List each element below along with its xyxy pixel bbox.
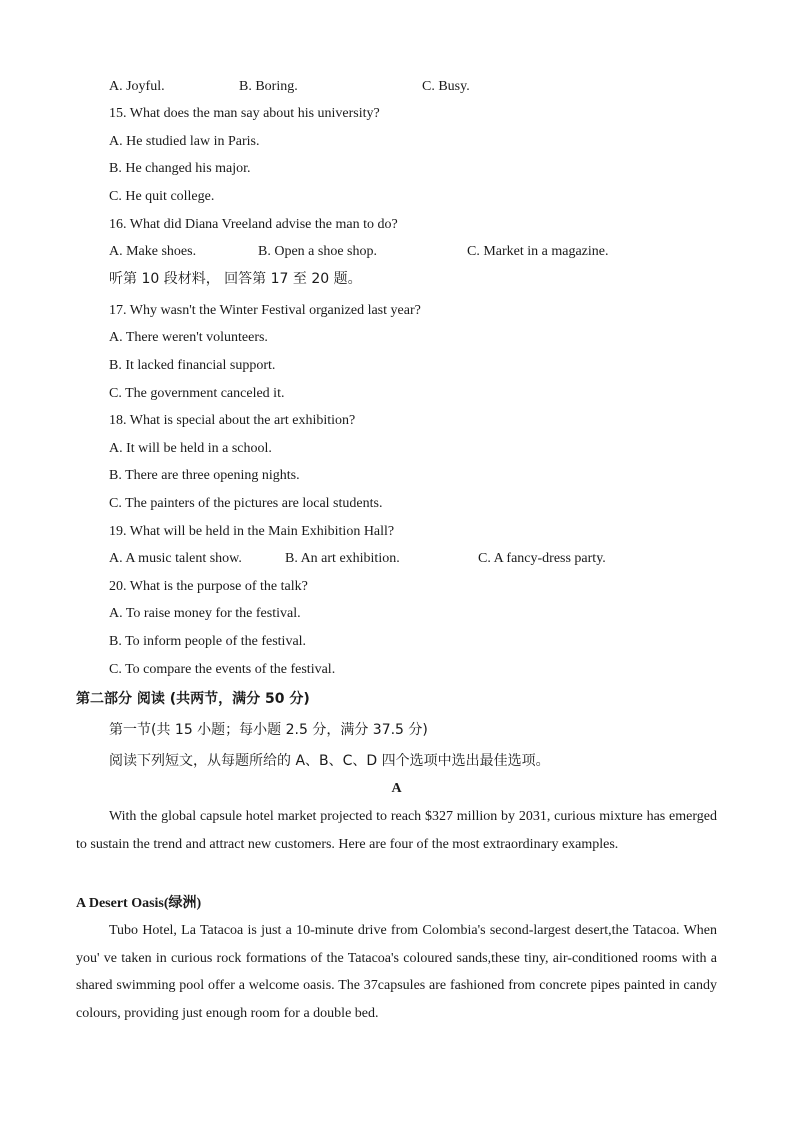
q16-option-c: C. Market in a magazine. (467, 244, 609, 259)
q20-option-c: C. To compare the events of the festival. (109, 662, 336, 677)
q18-question: 18. What is special about the art exhibition? (109, 413, 356, 428)
q14-option-a: A. Joyful. (109, 79, 165, 94)
q15-question: 15. What does the man say about his university? (109, 106, 380, 121)
q20-option-b: B. To inform people of the festival. (109, 634, 307, 649)
q19-option-a: A. A music talent show. (109, 551, 242, 566)
q17-option-b: B. It lacked financial support. (109, 358, 276, 373)
q14-option-b: B. Boring. (239, 79, 298, 94)
q18-option-a: A. It will be held in a school. (109, 441, 272, 456)
passage-intro: With the global capsule hotel market projected to reach $327 million by 2031, curious mixture has emerged to sustain the trend and attract new customers. Here are four of the most extraordinary examples. (76, 809, 717, 852)
q19-option-b: B. An art exhibition. (285, 551, 400, 566)
q16-option-b: B. Open a shoe shop. (258, 244, 377, 259)
q15-option-a: A. He studied law in Paris. (109, 134, 260, 149)
q19-option-c: C. A fancy-dress party. (478, 551, 606, 566)
passage-letter: A (391, 781, 402, 796)
q16-option-a: A. Make shoes. (109, 244, 197, 259)
passage-body: Tubo Hotel, La Tatacoa is just a 10-minute drive from Colombia's second-largest desert,the Tatacoa. When you' ve taken in curious rock formations of the Tatacoa's coloured sands,these tiny, air-conditioned rooms with a shared swimming pool offer a welcome oasis. The 37capsules are fashioned from concrete pipes painted in candy colours, providing just enough room for a double bed. (76, 923, 717, 1021)
q16-question: 16. What did Diana Vreeland advise the man to do? (109, 217, 398, 232)
q19-question: 19. What will be held in the Main Exhibition Hall? (109, 524, 395, 539)
section-one-heading: 第一节(共 15 小题；每小题 2.5 分，满分 37.5 分) (109, 722, 428, 738)
q20-question: 20. What is the purpose of the talk? (109, 579, 308, 594)
part-two-heading: 第二部分 阅读 (共两节，满分 50 分) (76, 691, 310, 707)
reading-instruction: 阅读下列短文，从每题所给的 A、B、C、D 四个选项中选出最佳选项。 (109, 753, 550, 769)
q18-option-c: C. The painters of the pictures are local students. (109, 496, 383, 511)
q15-option-c: C. He quit college. (109, 189, 215, 204)
q20-option-a: A. To raise money for the festival. (109, 606, 301, 621)
material-10-instruction: 听第 10 段材料， 回答第 17 至 20 题。 (109, 271, 362, 287)
q14-option-c: C. Busy. (422, 79, 470, 94)
q17-option-a: A. There weren't volunteers. (109, 330, 268, 345)
q15-option-b: B. He changed his major. (109, 161, 251, 176)
passage-subtitle: A Desert Oasis(绿洲) (76, 896, 202, 911)
q17-question: 17. Why wasn't the Winter Festival organized last year? (109, 303, 421, 318)
q17-option-c: C. The government canceled it. (109, 386, 285, 401)
q18-option-b: B. There are three opening nights. (109, 468, 300, 483)
